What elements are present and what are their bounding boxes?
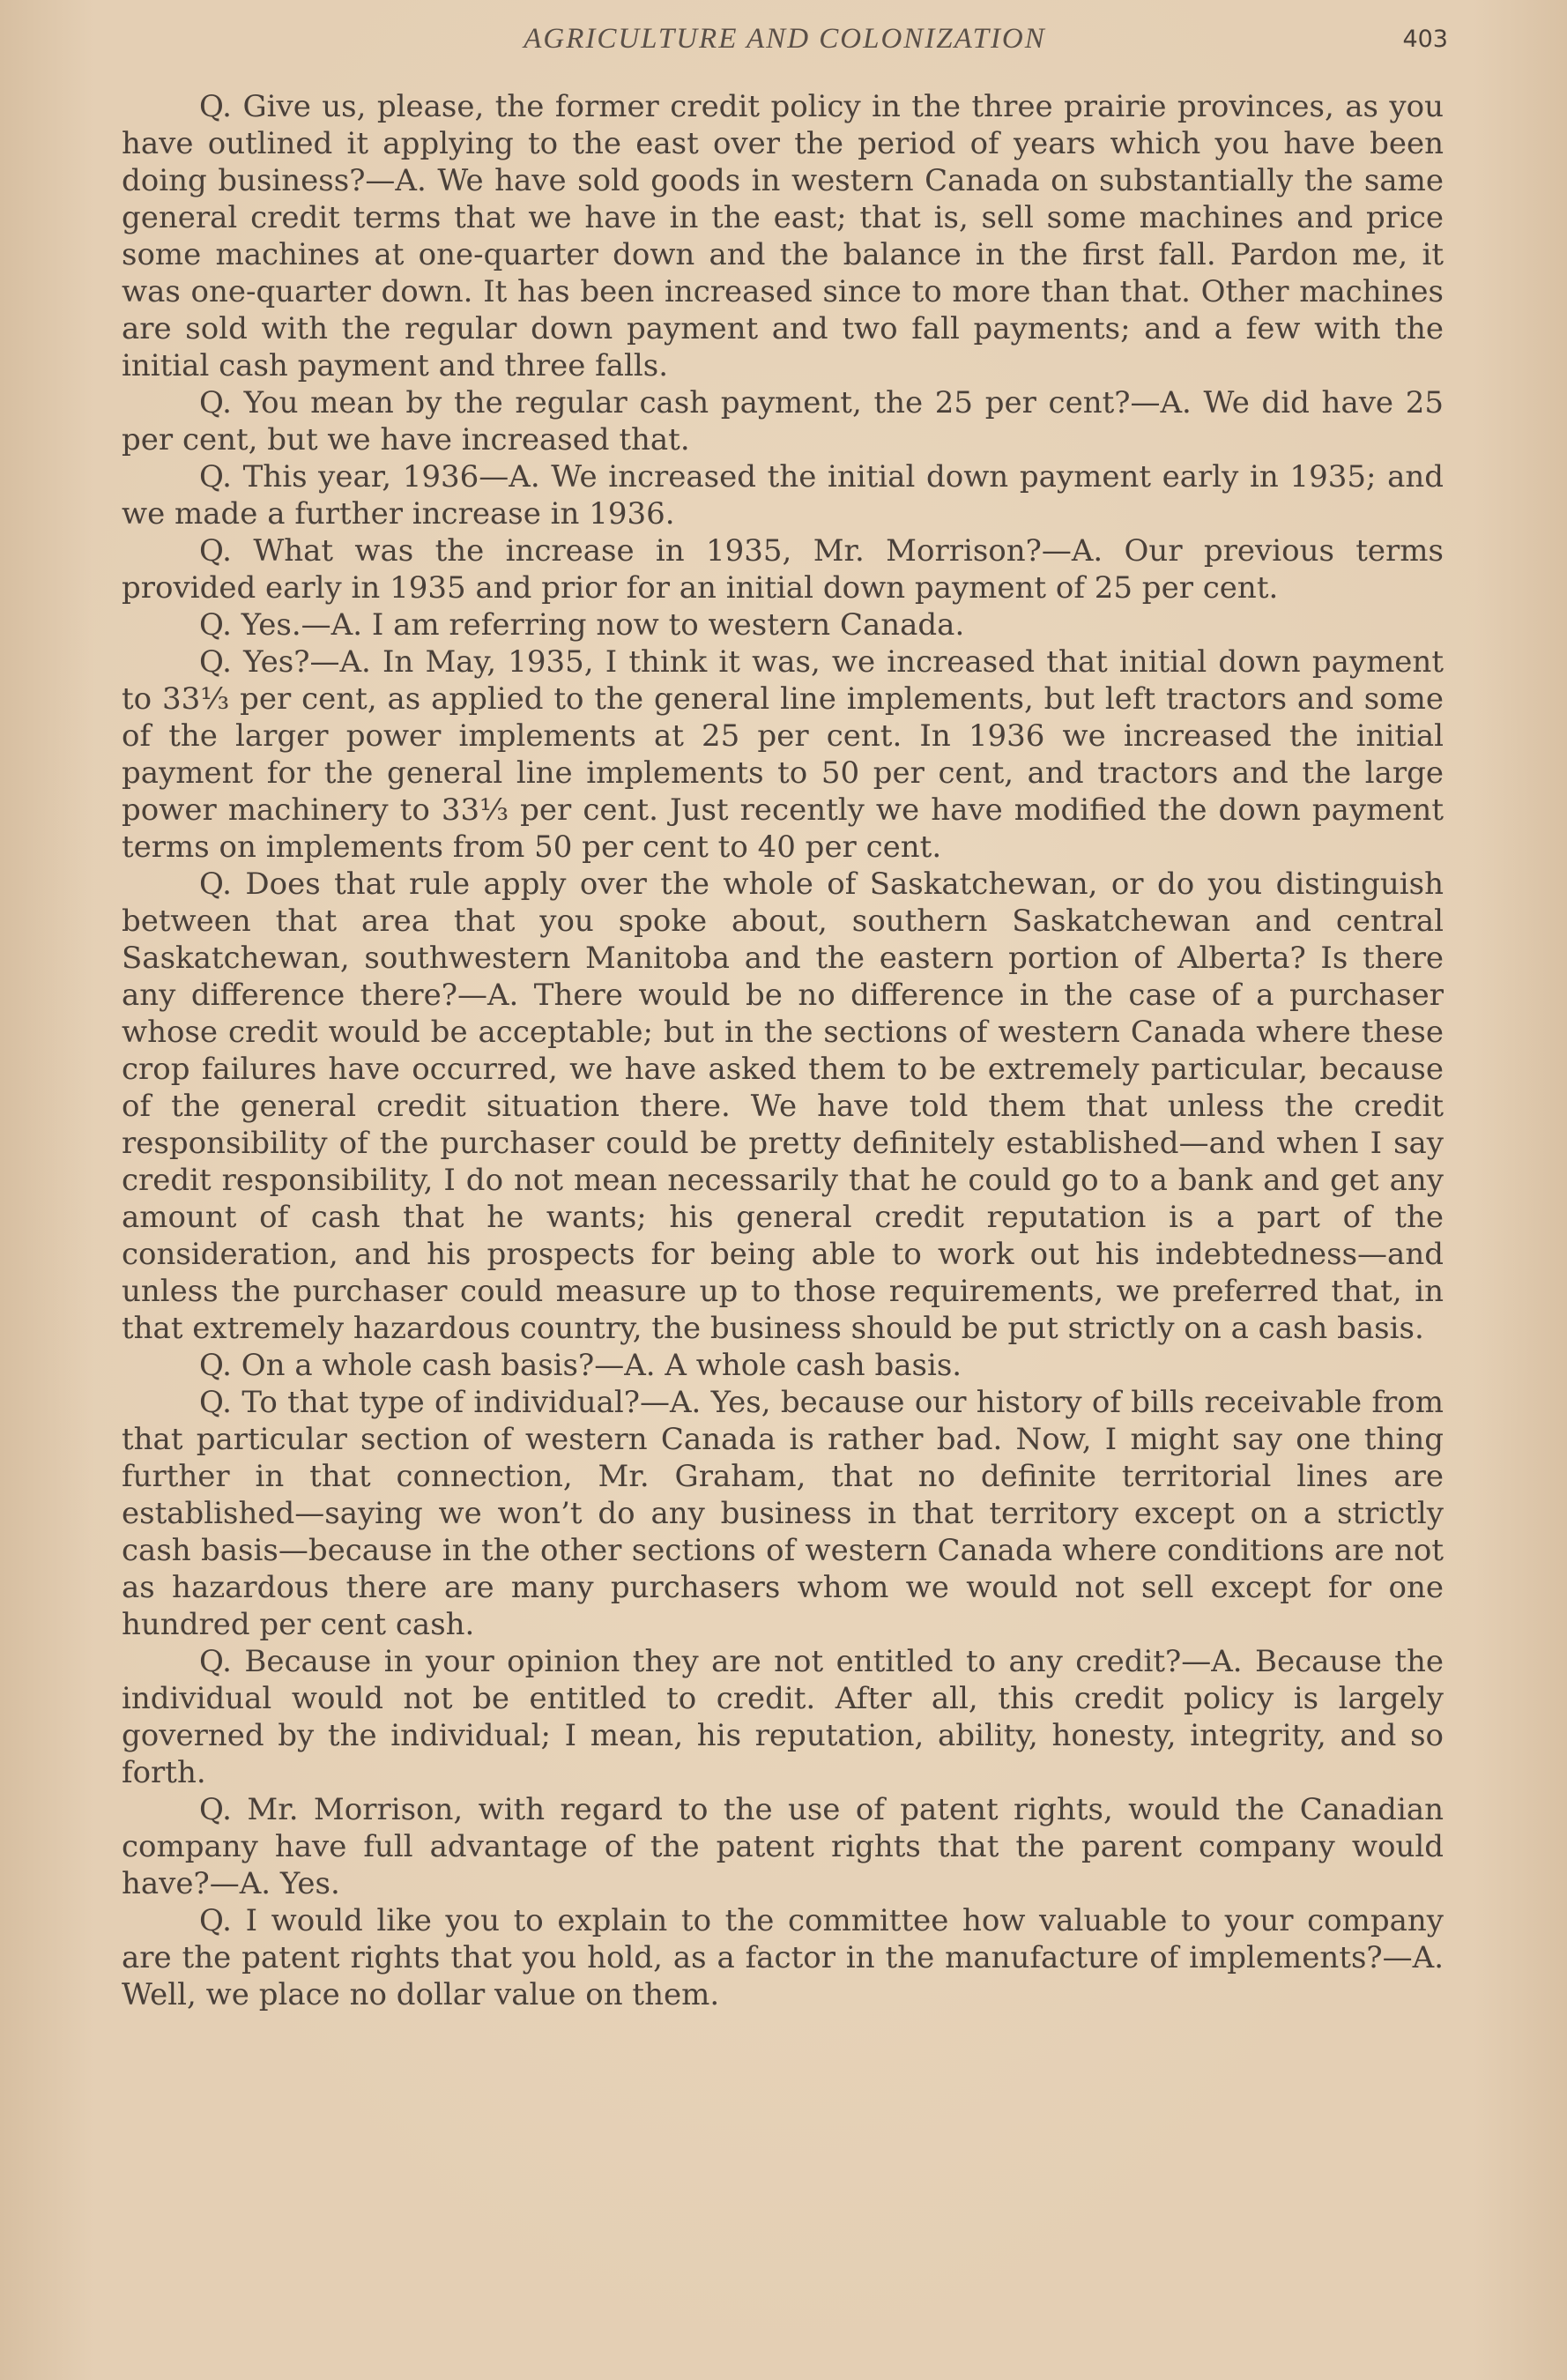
paragraph: Q. Yes.—A. I am referring now to western Canada. (199, 607, 965, 643)
paragraph: Q. You mean by the regular cash payment, the 25 per cent?—A. We did have 25 per cent, but we have increased that. (122, 385, 1444, 457)
paragraph: Q. I would like you to explain to the committee how valuable to your company are the patent rights that you hold, as a factor in the manufacture of implements?—A. Well, we place no dollar value on them. (122, 1903, 1444, 2012)
paragraph: Q. Does that rule apply over the whole of Saskatchewan, or do you distinguish between that area that you spoke about, southern Saskatchewan and central Saskatchewan, southwestern Manitoba and the eastern portion of Alberta? Is there any difference there?—A. There would be no difference in the case of a purchaser whose credit would be acceptable; but in the sections of western Canada where these crop failures have occurred, we have asked them to be extremely particular, because of the general credit situation there. We have told them that unless the credit responsibility of the purchaser could be pretty definitely established—and when I say credit responsibility, I do not mean necessarily that he could go to a bank and get any amount of cash that he wants; his general credit reputation is a part of the consideration, and his prospects for being able to work out his indebtedness—and unless the purchaser could measure up to those requirements, we preferred that, in that extremely hazardous country, the business should be put strictly on a cash basis. (122, 866, 1444, 1346)
paragraph: Q. On a whole cash basis?—A. A whole cash basis. (199, 1348, 962, 1383)
running-title: AGRICULTURE AND COLONIZATION (524, 23, 1046, 55)
running-head (122, 23, 1448, 67)
paragraph: Q. What was the increase in 1935, Mr. Morrison?—A. Our previous terms provided early in 1935 and prior for an initial down payment of 25 per cent. (122, 533, 1444, 606)
paragraph: Q. Because in your opinion they are not entitled to any credit?—A. Because the individual would not be entitled to credit. After all, this credit policy is largely governed by the individual; I mean, his reputation, ability, honesty, integrity, and so forth. (122, 1644, 1444, 1790)
paragraph: Q. Mr. Morrison, with regard to the use of patent rights, would the Canadian company have full advantage of the patent rights that the parent company would have?—A. Yes. (122, 1792, 1444, 1901)
paragraph: Q. This year, 1936—A. We increased the initial down payment early in 1935; and we made a further increase in 1936. (122, 459, 1444, 532)
body-text (122, 88, 1444, 2013)
paragraph: Q. Give us, please, the former credit policy in the three prairie provinces, as you have outlined it applying to the east over the period of years which you have been doing business?—A. We have sold goods in western Canada on substantially the same general credit terms that we have in the east; that is, sell some machines and price some machines at one-quarter down and the balance in the first fall. Pardon me, it was one-quarter down. It has been increased since to more than that. Other machines are sold with the regular down payment and two fall payments; and a few with the initial cash payment and three falls. (122, 89, 1444, 383)
paragraph: Q. To that type of individual?—A. Yes, because our history of bills receivable from that particular section of western Canada is rather bad. Now, I might say one thing further in that connection, Mr. Graham, that no definite territorial lines are established—saying we won’t do any business in that territory except on a strictly cash basis—because in the other sections of western Canada where conditions are not as hazardous there are many purchasers whom we would not sell except for one hundred per cent cash. (122, 1385, 1444, 1642)
paragraph: Q. Yes?—A. In May, 1935, I think it was, we increased that initial down payment to 33⅓ per cent, as applied to the general line implements, but left tractors and some of the larger power implements at 25 per cent. In 1936 we increased the initial payment for the general line implements to 50 per cent, and tractors and the large power machinery to 33⅓ per cent. Just recently we have modified the down payment terms on implements from 50 per cent to 40 per cent. (122, 644, 1444, 865)
page-number: 403 (1402, 26, 1448, 53)
